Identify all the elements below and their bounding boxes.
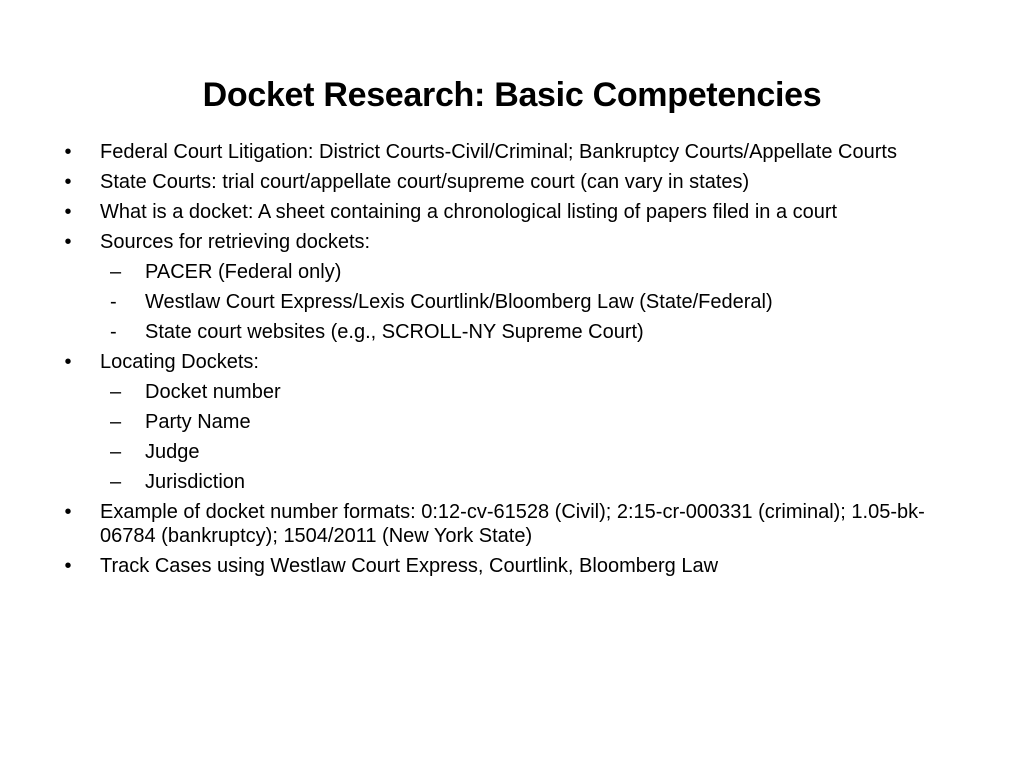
bullet-icon: • xyxy=(64,555,72,577)
bullet-text: Example of docket number formats: 0:12-cv-61528 (Civil); 2:15-cr-000331 (criminal); 1.05-bk-06784 (bankruptcy); 1504/2011 (New York State) xyxy=(100,501,925,547)
bullet-icon: • xyxy=(64,141,72,163)
sub-item-state-websites xyxy=(58,320,958,344)
dash-icon: - xyxy=(110,321,117,343)
bullet-item-locating-dockets xyxy=(58,350,958,374)
bullet-icon: • xyxy=(64,201,72,223)
bullet-text: Federal Court Litigation: District Courts-Civil/Criminal; Bankruptcy Courts/Appellate Courts xyxy=(100,141,897,163)
sub-item-text: Party Name xyxy=(145,411,251,433)
dash-icon: – xyxy=(110,381,122,403)
bullet-text: State Courts: trial court/appellate court/supreme court (can vary in states) xyxy=(100,171,750,193)
bullet-icon: • xyxy=(64,351,72,373)
bullet-item-docket-definition xyxy=(58,200,958,224)
bullet-list xyxy=(58,140,958,584)
sub-item-text: PACER (Federal only) xyxy=(145,261,342,283)
sub-item-jurisdiction xyxy=(58,470,958,494)
bullet-item-federal-courts xyxy=(58,140,958,164)
dash-icon: – xyxy=(110,411,122,433)
dash-icon: - xyxy=(110,291,117,313)
bullet-text: Track Cases using Westlaw Court Express, Courtlink, Bloomberg Law xyxy=(100,555,719,577)
bullet-item-track-cases xyxy=(58,554,958,578)
sub-item-party-name xyxy=(58,410,958,434)
bullet-text: Locating Dockets: xyxy=(100,351,259,373)
sub-item-text: Docket number xyxy=(145,381,281,403)
sub-item-text: State court websites (e.g., SCROLL-NY Supreme Court) xyxy=(145,321,644,343)
sub-item-text: Judge xyxy=(145,441,200,463)
sub-item-docket-number xyxy=(58,380,958,404)
sub-item-westlaw xyxy=(58,290,958,314)
dash-icon: – xyxy=(110,471,122,493)
sub-item-pacer xyxy=(58,260,958,284)
sub-item-judge xyxy=(58,440,958,464)
slide-title: Docket Research: Basic Competencies xyxy=(202,76,822,114)
bullet-item-state-courts xyxy=(58,170,958,194)
bullet-text: What is a docket: A sheet containing a chronological listing of papers filed in a court xyxy=(100,201,838,223)
bullet-item-sources xyxy=(58,230,958,254)
sub-item-text: Westlaw Court Express/Lexis Courtlink/Bloomberg Law (State/Federal) xyxy=(145,291,773,313)
dash-icon: – xyxy=(110,261,122,283)
bullet-text: Sources for retrieving dockets: xyxy=(100,231,371,253)
bullet-icon: • xyxy=(64,501,72,523)
sub-item-text: Jurisdiction xyxy=(145,471,246,493)
bullet-icon: • xyxy=(64,231,72,253)
bullet-icon: • xyxy=(64,171,72,193)
dash-icon: – xyxy=(110,441,122,463)
bullet-item-docket-formats xyxy=(58,500,958,548)
